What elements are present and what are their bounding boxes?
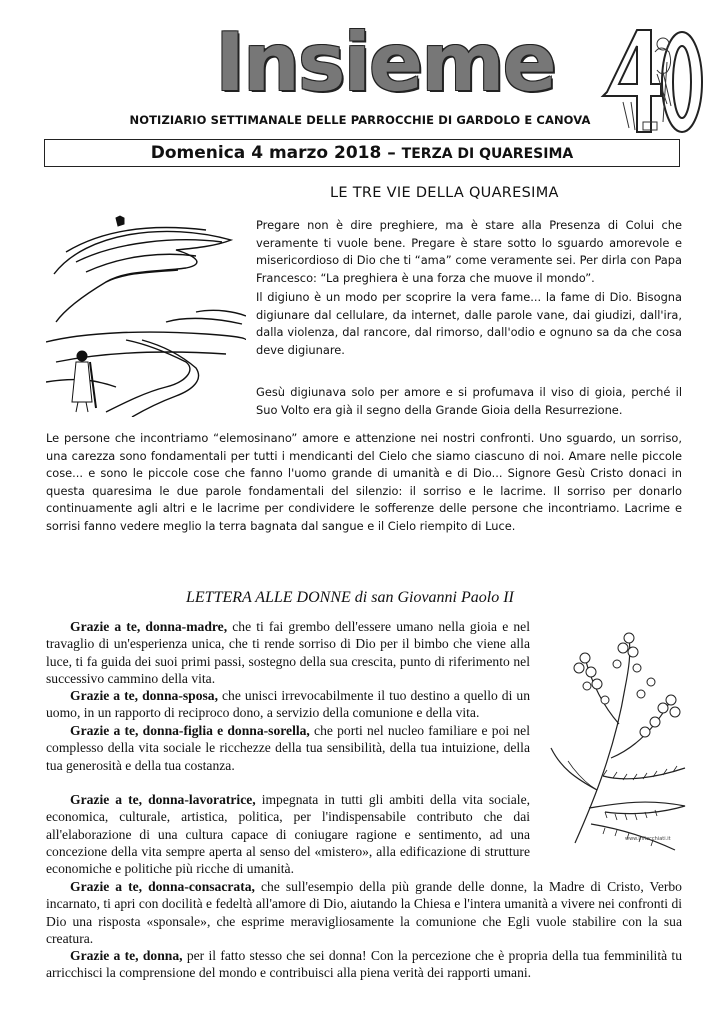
letter-paragraph-daughter-sister: Grazie a te, donna-figlia e donna-sorella, che porti nel nucleo familiare e poi nel complesso della vita sociale le ricchezze della tua sensibilità, della tua intuizione, della tua generosità e della tua costanza. — [46, 723, 530, 773]
masthead-subtitle: NOTIZIARIO SETTIMANALE DELLE PARROCCHIE DI GARDOLO E CANOVA — [129, 113, 591, 127]
letter-paragraph-consecrated: Grazie a te, donna-consacrata, che sull'esempio della più grande delle donne, la Madre di Cristo, Verbo incarnato, ti apri con docilità e fedeltà all'amore di Dio, aiutando la Chiesa e l'intera umanità a vivere nei confronti di Dio una risposta «sponsale», che esprime meravigliosamente la comunione che Egli vuole stabilire con la sua creatura. — [46, 879, 683, 946]
article-title-letter: LETTERA ALLE DONNE di san Giovanni Paolo II — [186, 589, 514, 606]
masthead — [0, 0, 724, 135]
article-paragraph-jesus-fasting: Gesù digiunava solo per amore e si profumava il viso di gioia, perché il Suo Volto era già il segno della Grande Gioia della Resurrezione. — [256, 385, 682, 417]
date-dash: – — [381, 143, 402, 163]
liturgical-sunday: TERZA DI QUARESIMA — [401, 146, 574, 162]
article-paragraph-almsgiving: Le persone che incontriamo “elemosinano” amore e attenzione nei nostri confronti. Uno sguardo, un sorriso, una carezza sono fondamentali per tutti i mendicanti del Cielo che siamo ciascuno di noi. Amare nelle piccole cose... e sono le piccole cose che fanno l'uomo grande di umanità e di Dio... Signore Gesù Cristo donaci in questa quaresima le due parole fondamentali del silenzio: il sorriso e le lacrime. Il sorriso per donarlo continuamente agli altri e le lacrime per condividere le sofferenze delle persone che incontriamo. Lacrime e sorrisi fanno vedere meglio la terra bagnata dal sangue e il Cielo riempito di Luce. — [46, 431, 682, 533]
mimosa-caption: www.infiocchiati.it — [625, 836, 671, 842]
date-bar — [44, 139, 680, 167]
article-title-lent: LE TRE VIE DELLA QUARESIMA — [330, 185, 559, 201]
letter-paragraph-wife: Grazie a te, donna-sposa, che unisci irrevocabilmente il tuo destino a quello di un uomo, in un rapporto di reciproco dono, a servizio della comunione e della vita. — [46, 688, 530, 721]
letter-paragraph-worker: Grazie a te, donna-lavoratrice, impegnata in tutti gli ambiti della vita sociale, economica, culturale, artistica, politica, per l'indispensabile contributo che dai all'elaborazione di una cultura capace di coniugare ragione e sentimento, ad una concezione della vita sempre aperta al senso del «mistero», alla edificazione di strutture economiche e politiche più ricche di umanità. — [46, 792, 530, 877]
masthead-logo: Insieme — [215, 16, 555, 109]
article-paragraph-prayer: Pregare non è dire preghiere, ma è stare alla Presenza di Colui che veramente ti vuole bene. Pregare è stare sotto lo sguardo amorevole e misericordioso di Dio che ti “ama” come veramente sei. Per dirla con Papa Francesco: “La preghiera è una forza che muove il mondo”. — [256, 218, 682, 285]
mimosa-illustration — [545, 628, 705, 853]
article-paragraph-fasting: Il digiuno è un modo per scoprire la vera fame... la fame di Dio. Bisogna digiunare dal cellulare, da internet, dalle parole vane, dai giudizi, dall'ira, dalla violenza, dal rancore, dal rimorso, dall'odio e ognuno sa da che cosa deve digiunare. — [256, 290, 682, 357]
letter-paragraph-mother: Grazie a te, donna-madre, che ti fai grembo dell'essere umano nella gioia e nel travaglio di un'esperienza unica, che ti rende sorriso di Dio per il bimbo che viene alla luce, ti fa guida dei suoi primi passi, sostegno della sua crescita, punto di riferimento nel successivo cammino della vita. — [46, 619, 530, 686]
issue-date: Domenica 4 marzo 2018 — [150, 143, 382, 163]
hand-and-pilgrim-illustration — [46, 212, 246, 417]
letter-paragraph-woman: Grazie a te, donna, per il fatto stesso che sei donna! Con la percezione che è propria della tua femminilità tu arricchisci la comprensione del mondo e contribuisci alla piena verità dei rapporti umani. — [46, 948, 682, 981]
